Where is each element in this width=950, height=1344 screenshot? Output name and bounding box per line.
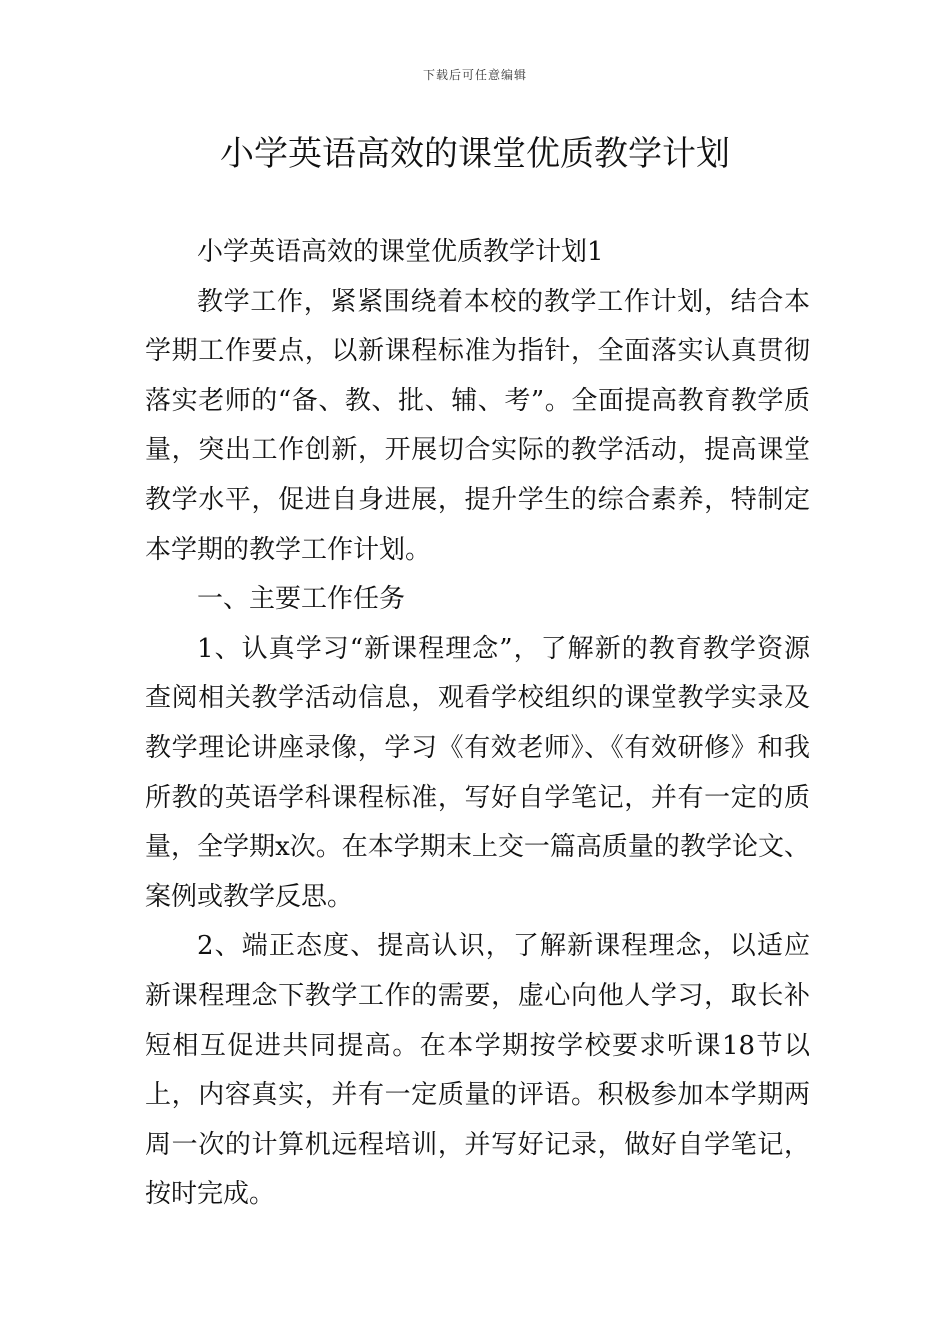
header-note: 下载后可任意编辑 [422, 68, 527, 82]
task-item-1: 1、认真学习“新课程理念”，了解新的教育教学资源查阅相关教学活动信息，观看学校组织的课堂教学实录及教学理论讲座录像，学习《有效老师》、《有效研修》和我所教的英语学科课程标准，写好自学笔记，并有一定的质量，全学期x次。在本学期末上交一篇高质量的教学论文、案例或教学反思。 [145, 633, 810, 912]
heading-main-tasks: 一、主要工作任务 [197, 584, 406, 615]
intro-paragraph: 教学工作，紧紧围绕着本校的教学工作计划，结合本学期工作要点，以新课程标准为指针，全面落实认真贯彻落实老师的“备、教、批、辅、考”。全面提高教育教学质量，突出工作创新，开展切合实际的教学活动，提高课堂教学水平，促进自身进展，提升学生的综合素养，特制定本学期的教学工作计划。 [145, 286, 810, 565]
section-title: 小学英语高效的课堂优质教学计划1 [197, 237, 604, 267]
document-body [145, 228, 810, 1220]
task-item-2: 2、端正态度、提高认识，了解新课程理念，以适应新课程理念下教学工作的需要，虚心向他人学习，取长补短相互促进共同提高。在本学期按学校要求听课18节以上，内容真实，并有一定质量的评语。积极参加本学期两周一次的计算机远程培训，并写好记录，做好自学笔记，按时完成。 [145, 931, 810, 1210]
page-title: 小学英语高效的课堂优质教学计划 [220, 134, 730, 174]
